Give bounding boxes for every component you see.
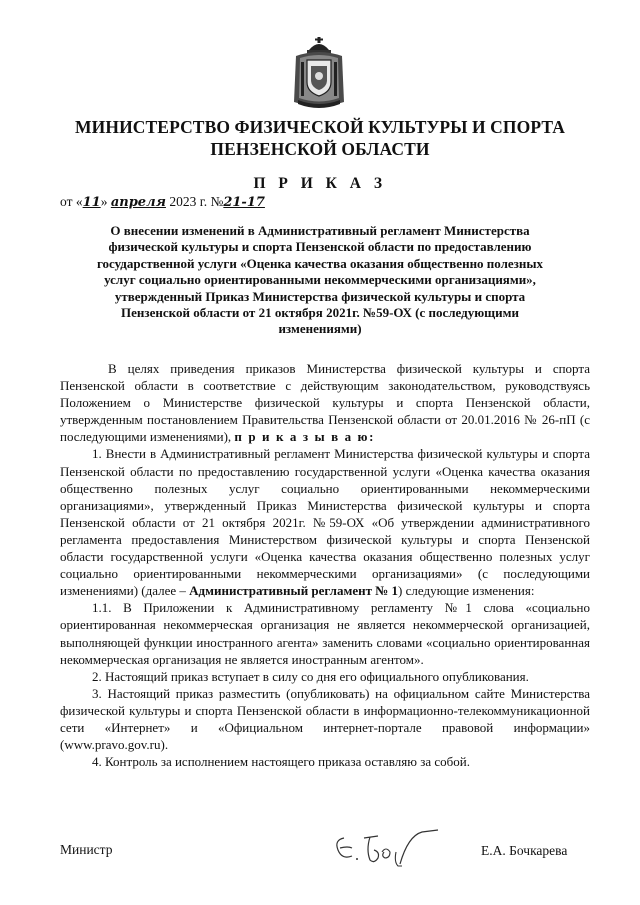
date-prefix: от « xyxy=(60,194,83,209)
paragraph-item-2: 2. Настоящий приказ вступает в силу со дня его официального опубликования. xyxy=(92,668,529,684)
order-subject xyxy=(66,223,574,338)
subject-line: утвержденный Приказ Министерства физической культуры и спорта xyxy=(114,288,526,304)
ministry-name xyxy=(40,116,600,160)
paragraph-item-4: 4. Контроль за исполнением настоящего приказа оставляю за собой. xyxy=(92,754,470,770)
order-body xyxy=(60,360,590,770)
subject-line: Пензенской области от 21 октября 2021г. №59-ОХ (с последующими xyxy=(121,305,519,321)
paragraph-item-1-1: 1.1. В Приложении к Административному регламенту №1 слова «социально ориентированная некоммерческая организация не является некоммерческой организацией, выполняющей функции иностранного агента» заменить словами «социально ориентированная некоммерческая организация не является иностранным агентом». xyxy=(60,600,590,667)
subject-line: услуг социально ориентированными некоммерческими организациями», xyxy=(104,272,536,288)
item-1-text: 1. Внести в Административный регламент Министерства физической культуры и спорта Пензенской области по предоставлению государственной услуги «Оценка качества оказания общественно полезных услуг социально ориентированными некоммерческими организациями», утвержденный Приказ Министерства физической культуры и спорта Пензенской области от 21 октября 2021г. №59-ОХ «Об утверждении административного регламента предоставления Министерством физической культуры и спорта Пензенской области государственной услуги «Оценка качества оказания общественно полезных услуг социально ориентированными некоммерческими организациями» (с последующими изменениями) (далее – xyxy=(60,446,590,599)
paragraph-item-1 xyxy=(60,445,590,599)
handwritten-signature xyxy=(330,826,440,870)
subject-line: О внесении изменений в Административный регламент Министерства xyxy=(110,223,530,238)
date-mid: » xyxy=(100,194,111,209)
handwritten-order-number: 21-17 xyxy=(223,195,265,210)
handwritten-day: 11 xyxy=(82,195,101,210)
order-date-line xyxy=(60,194,265,210)
preamble-text: В целях приведения приказов Министерства физической культуры и спорта Пензенской области в соответствие с действующим законодательством, руководствуясь Положением о Министерстве физической культуры и спорта Пензенской области, утвержденным постановлением Правительства Пензенской области от 20.01.2016 № 26-пП (с последующими изменениями), xyxy=(60,361,590,445)
minister-name: Е.А. Бочкарева xyxy=(481,843,568,858)
ministry-name-line2: ПЕНЗЕНСКОЙ ОБЛАСТИ xyxy=(210,139,430,159)
handwritten-month: апреля xyxy=(110,195,166,210)
preamble-order-word: п р и к а з ы в а ю: xyxy=(234,429,376,445)
subject-line: государственной услуги «Оценка качества оказания общественно полезных xyxy=(96,255,544,271)
subject-line: физической культуры и спорта Пензенской области по предоставлению xyxy=(108,239,532,255)
ministry-name-line1: МИНИСТЕРСТВО ФИЗИЧЕСКОЙ КУЛЬТУРЫ И СПОРТА xyxy=(75,117,565,137)
item-1-tail: ) следующие изменения: xyxy=(398,583,535,599)
date-year: 2023 г. № xyxy=(165,194,224,209)
item-1-bold-ref: Административный регламент № 1 xyxy=(189,583,399,599)
minister-label: Министр xyxy=(60,842,113,857)
paragraph-item-3: 3. Настоящий приказ разместить (опубликовать) на официальном сайте Министерства физической культуры и спорта Пензенской области в информационно-телекоммуникационной сети «Интернет» и «Официальном интернет-портале правовой информации» (www.pravo.gov.ru). xyxy=(60,685,590,753)
coat-of-arms-emblem xyxy=(292,36,346,110)
order-title: П Р И К А З xyxy=(253,175,387,192)
subject-line: изменениями) xyxy=(278,321,362,337)
paragraph-preamble xyxy=(60,360,590,445)
